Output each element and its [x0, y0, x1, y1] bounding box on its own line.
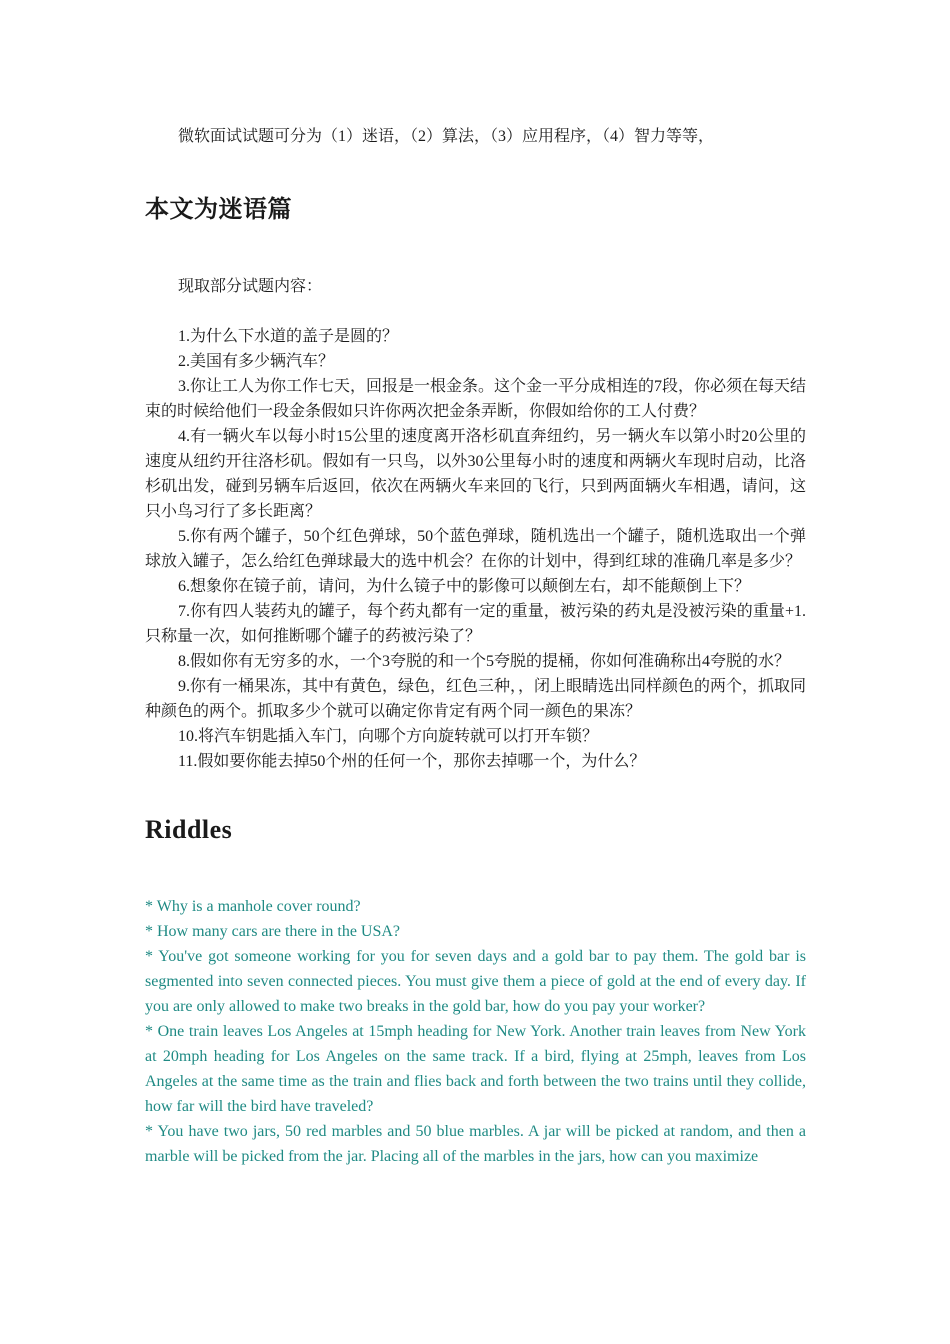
document-page	[145, 124, 806, 1169]
question-item: 10.将汽车钥匙插入车门，向哪个方向旋转就可以打开车锁？	[178, 728, 599, 745]
lead-paragraph: 现取部分试题内容：	[178, 278, 323, 295]
riddle-item: * You've got someone working for you for seven days and a gold bar to pay them. The gold bar is segmented into seven connected pieces. You must give them a piece of gold at the end of every day. If you are only allowed to make two breaks in the gold bar, how do you pay your worker?	[145, 948, 806, 1015]
question-item: 4.有一辆火车以每小时15公里的速度离开洛杉矶直奔纽约，另一辆火车以第小时20公里的速度从纽约开往洛杉矶。假如有一只鸟，以外30公里每小时的速度和两辆火车现时启动，比洛杉矶出发，碰到另辆车后返回，依次在两辆火车来回的飞行，只到两面辆火车相遇，请问，这只小鸟习行了多长距离？	[145, 428, 806, 520]
question-item: 2.美国有多少辆汽车？	[178, 353, 335, 370]
question-item: 9.你有一桶果冻，其中有黄色，绿色，红色三种，，闭上眼睛选出同样颜色的两个，抓取同种颜色的两个。抓取多少个就可以确定你肯定有两个同一颜色的果冻？	[145, 678, 807, 720]
heading-riddles: Riddles	[145, 815, 233, 844]
heading-chinese: 本文为迷语篇	[145, 195, 292, 223]
question-item: 1.为什么下水道的盖子是圆的？	[178, 328, 399, 345]
question-item: 11.假如要你能去掉50个州的任何一个，那你去掉哪一个，为什么？	[178, 753, 646, 770]
question-item: 5.你有两个罐子，50个红色弹球，50个蓝色弹球，随机选出一个罐子，随机选取出一个弹球放入罐子，怎么给红色弹球最大的选中机会？在你的计划中，得到红球的准确几率是多少？	[145, 528, 806, 570]
question-list	[145, 324, 806, 774]
intro-paragraph: 微软面试试题可分为（1）迷语，（2）算法，（3）应用程序，（4）智力等等，	[178, 128, 715, 145]
riddle-item: * Why is a manhole cover round?	[145, 898, 361, 915]
riddle-item: * You have two jars, 50 red marbles and 50 blue marbles. A jar will be picked at random, and then a marble will be picked from the jar. Placing all of the marbles in the jars, how can you maximize	[145, 1123, 806, 1165]
question-item: 6.想象你在镜子前，请问，为什么镜子中的影像可以颠倒左右，却不能颠倒上下？	[178, 578, 751, 595]
question-item: 7.你有四人装药丸的罐子，每个药丸都有一定的重量，被污染的药丸是没被污染的重量+1.只称量一次，如何推断哪个罐子的药被污染了？	[145, 603, 806, 645]
question-item: 8.假如你有无穷多的水，一个3夸脱的和一个5夸脱的提桶，你如何准确称出4夸脱的水？	[178, 653, 791, 670]
riddle-item: * One train leaves Los Angeles at 15mph heading for New York. Another train leaves from New York at 20mph heading for Los Angeles on the same track. If a bird, flying at 25mph, leaves from Los Angeles at the same time as the train and flies back and forth between the two trains until they collide, how far will the bird have traveled?	[145, 1023, 806, 1115]
riddle-item: * How many cars are there in the USA?	[145, 923, 401, 940]
question-item: 3.你让工人为你工作七天，回报是一根金条。这个金一平分成相连的7段，你必须在每天结束的时候给他们一段金条假如只许你两次把金条弄断，你假如给你的工人付费？	[145, 378, 807, 420]
riddle-list	[145, 894, 806, 1169]
